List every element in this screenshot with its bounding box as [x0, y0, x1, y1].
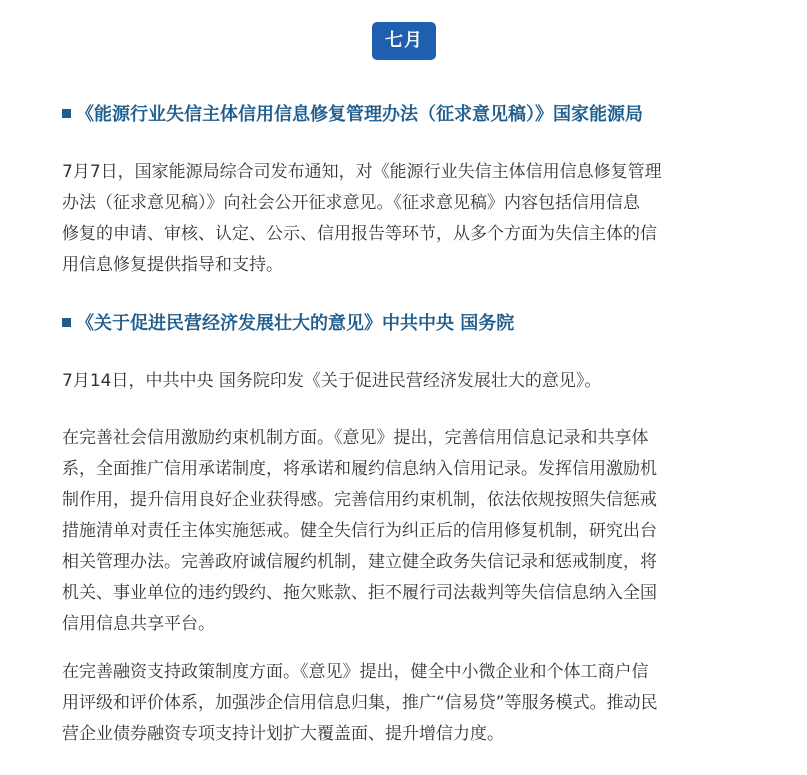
- section-heading-private-economy: [62, 310, 782, 338]
- text-line: 用评级和评价体系，加强涉企信用信息归集，推广“信易贷”等服务模式。推动民: [62, 693, 658, 713]
- section-heading-energy: [62, 101, 782, 129]
- text-line: 制作用，提升信用良好企业获得感。完善信用约束机制，依法依规按照失信惩戒: [62, 490, 657, 510]
- text-line: 相关管理办法。完善政府诚信履约机制，建立健全政务失信记录和惩戒制度，将: [62, 552, 657, 572]
- text-line: 用信息修复提供指导和支持。: [62, 255, 283, 275]
- section-heading-text: 《能源行业失信主体信用信息修复管理办法（征求意见稿）》国家能源局: [76, 104, 643, 125]
- text-line: 7月14日，中共中央 国务院印发《关于促进民营经济发展壮大的意见》。: [62, 371, 602, 391]
- text-line: 在完善社会信用激励约束机制方面。《意见》提出，完善信用信息记录和共享体: [62, 428, 649, 448]
- section-heading-text: 《关于促进民营经济发展壮大的意见》中共中央 国务院: [76, 313, 515, 334]
- text-line: 7月7日，国家能源局综合司发布通知，对《能源行业失信主体信用信息修复管理: [62, 162, 662, 182]
- text-line: 系，全面推广信用承诺制度，将承诺和履约信息纳入信用记录。发挥信用激励机: [62, 459, 657, 479]
- month-badge: 七月: [372, 22, 436, 60]
- square-bullet-icon: [62, 109, 71, 118]
- text-line: 办法（征求意见稿）》向社会公开征求意见。《征求意见稿》内容包括信用信息: [62, 193, 640, 213]
- text-line: 营企业债券融资专项支持计划扩大覆盖面、提升增信力度。: [62, 724, 504, 744]
- paragraph-issuance: [62, 366, 752, 397]
- paragraph-credit-mechanism: [62, 423, 752, 640]
- text-line: 在完善融资支持政策制度方面。《意见》提出，健全中小微企业和个体工商户信: [62, 662, 649, 682]
- text-line: 信用信息共享平台。: [62, 614, 215, 634]
- text-line: 机关、事业单位的违约毁约、拖欠账款、拒不履行司法裁判等失信信息纳入全国: [62, 583, 657, 603]
- square-bullet-icon: [62, 318, 71, 327]
- paragraph-energy-notice: [62, 157, 752, 281]
- paragraph-financing-support: [62, 657, 752, 750]
- text-line: 修复的申请、审核、认定、公示、信用报告等环节，从多个方面为失信主体的信: [62, 224, 657, 244]
- text-line: 措施清单对责任主体实施惩戒。健全失信行为纠正后的信用修复机制，研究出台: [62, 521, 657, 541]
